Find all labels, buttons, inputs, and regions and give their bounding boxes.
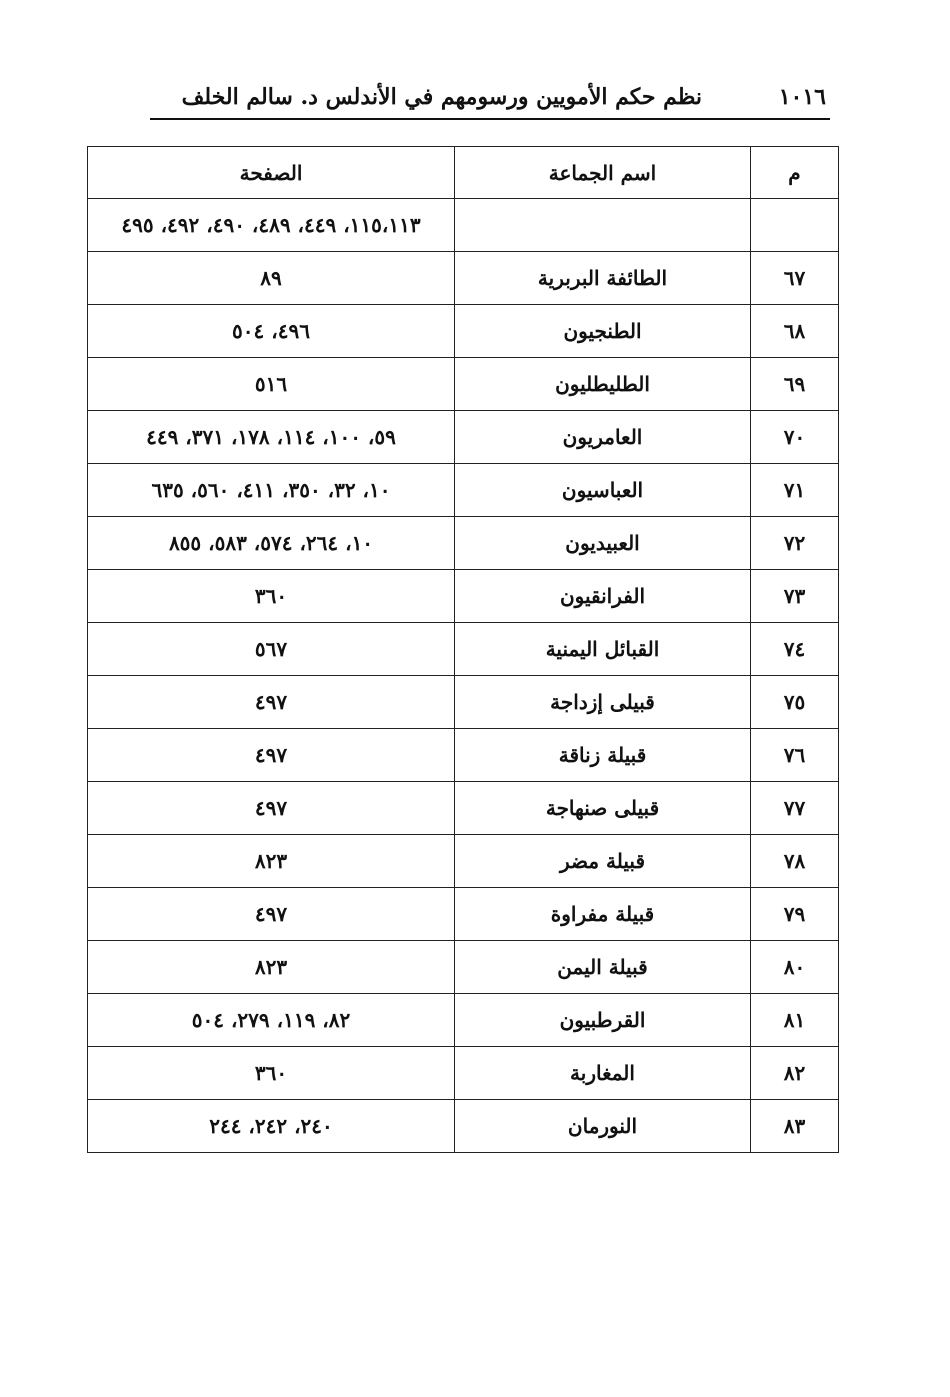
group-name: الطائفة البربرية (455, 252, 751, 305)
row-number: ٧٥ (751, 676, 839, 729)
group-name (455, 199, 751, 252)
header-num: م (751, 147, 839, 199)
group-name: قبيلة زناقة (455, 729, 751, 782)
page-list: ٢٤٠، ٢٤٢، ٢٤٤ (88, 1100, 455, 1153)
table-row (88, 888, 839, 941)
row-number: ٧١ (751, 464, 839, 517)
row-number: ٦٩ (751, 358, 839, 411)
page-list: ٨٢٣ (88, 941, 455, 994)
page-list: ٤٩٧ (88, 676, 455, 729)
group-name: المغاربة (455, 1047, 751, 1100)
row-number: ٧٤ (751, 623, 839, 676)
page-list: ١١٥،١١٣، ٤٤٩، ٤٨٩، ٤٩٠، ٤٩٢، ٤٩٥ (88, 199, 455, 252)
group-name: العامريون (455, 411, 751, 464)
group-name: الفرانقيون (455, 570, 751, 623)
table-body (88, 199, 839, 1153)
group-name: القرطبيون (455, 994, 751, 1047)
page-number: ١٠١٦ (778, 84, 826, 110)
table-row (88, 782, 839, 835)
table-row (88, 464, 839, 517)
table-row (88, 623, 839, 676)
row-number: ٧٦ (751, 729, 839, 782)
page-list: ٤٩٧ (88, 888, 455, 941)
group-name: العبيديون (455, 517, 751, 570)
table-row (88, 1047, 839, 1100)
page-list: ٣٦٠ (88, 1047, 455, 1100)
page-list: ١٠، ٣٢، ٣٥٠، ٤١١، ٥٦٠، ٦٣٥ (88, 464, 455, 517)
group-name: قبيلة اليمن (455, 941, 751, 994)
row-number: ٧٧ (751, 782, 839, 835)
group-name: قبيلى صنهاجة (455, 782, 751, 835)
row-number: ٨٣ (751, 1100, 839, 1153)
row-number: ٨٠ (751, 941, 839, 994)
page-list: ٥٩، ١٠٠، ١١٤، ١٧٨، ٣٧١، ٤٤٩ (88, 411, 455, 464)
table-header-row (88, 147, 839, 199)
page-list: ٣٦٠ (88, 570, 455, 623)
page-list: ٨٩ (88, 252, 455, 305)
table-row (88, 994, 839, 1047)
table-row (88, 729, 839, 782)
group-name: قبيلة مفراوة (455, 888, 751, 941)
table-row (88, 570, 839, 623)
row-number: ٧٣ (751, 570, 839, 623)
table-row (88, 305, 839, 358)
page-list: ٤٩٧ (88, 729, 455, 782)
page-list: ٨٢٣ (88, 835, 455, 888)
row-number: ٧٩ (751, 888, 839, 941)
table-row (88, 676, 839, 729)
page-list: ٤٩٧ (88, 782, 455, 835)
group-name: القبائل اليمنية (455, 623, 751, 676)
page-list: ٤٩٦، ٥٠٤ (88, 305, 455, 358)
page-list: ٥٦٧ (88, 623, 455, 676)
header-name: اسم الجماعة (455, 147, 751, 199)
group-name: قبيلى إزداجة (455, 676, 751, 729)
table-row (88, 358, 839, 411)
row-number: ٦٨ (751, 305, 839, 358)
table-row (88, 252, 839, 305)
page-header (150, 82, 830, 120)
table-row (88, 517, 839, 570)
page-list: ٨٢، ١١٩، ٢٧٩، ٥٠٤ (88, 994, 455, 1047)
group-name: الطنجيون (455, 305, 751, 358)
header-pages: الصفحة (88, 147, 455, 199)
group-name: النورمان (455, 1100, 751, 1153)
group-name: قبيلة مضر (455, 835, 751, 888)
group-name: العباسيون (455, 464, 751, 517)
running-title: نظم حكم الأمويين ورسومهم في الأندلس د. سالم الخلف (181, 84, 702, 110)
row-number: ٧٢ (751, 517, 839, 570)
row-number: ٧٨ (751, 835, 839, 888)
row-number: ٦٧ (751, 252, 839, 305)
page-list: ٥١٦ (88, 358, 455, 411)
page-list: ١٠، ٢٦٤، ٥٧٤، ٥٨٣، ٨٥٥ (88, 517, 455, 570)
table-row (88, 199, 839, 252)
row-number: ٨١ (751, 994, 839, 1047)
row-number: ٧٠ (751, 411, 839, 464)
row-number (751, 199, 839, 252)
table-row (88, 835, 839, 888)
table-row (88, 941, 839, 994)
row-number: ٨٢ (751, 1047, 839, 1100)
group-name: الطليطليون (455, 358, 751, 411)
table-row (88, 1100, 839, 1153)
table-row (88, 411, 839, 464)
index-table (87, 146, 839, 1153)
